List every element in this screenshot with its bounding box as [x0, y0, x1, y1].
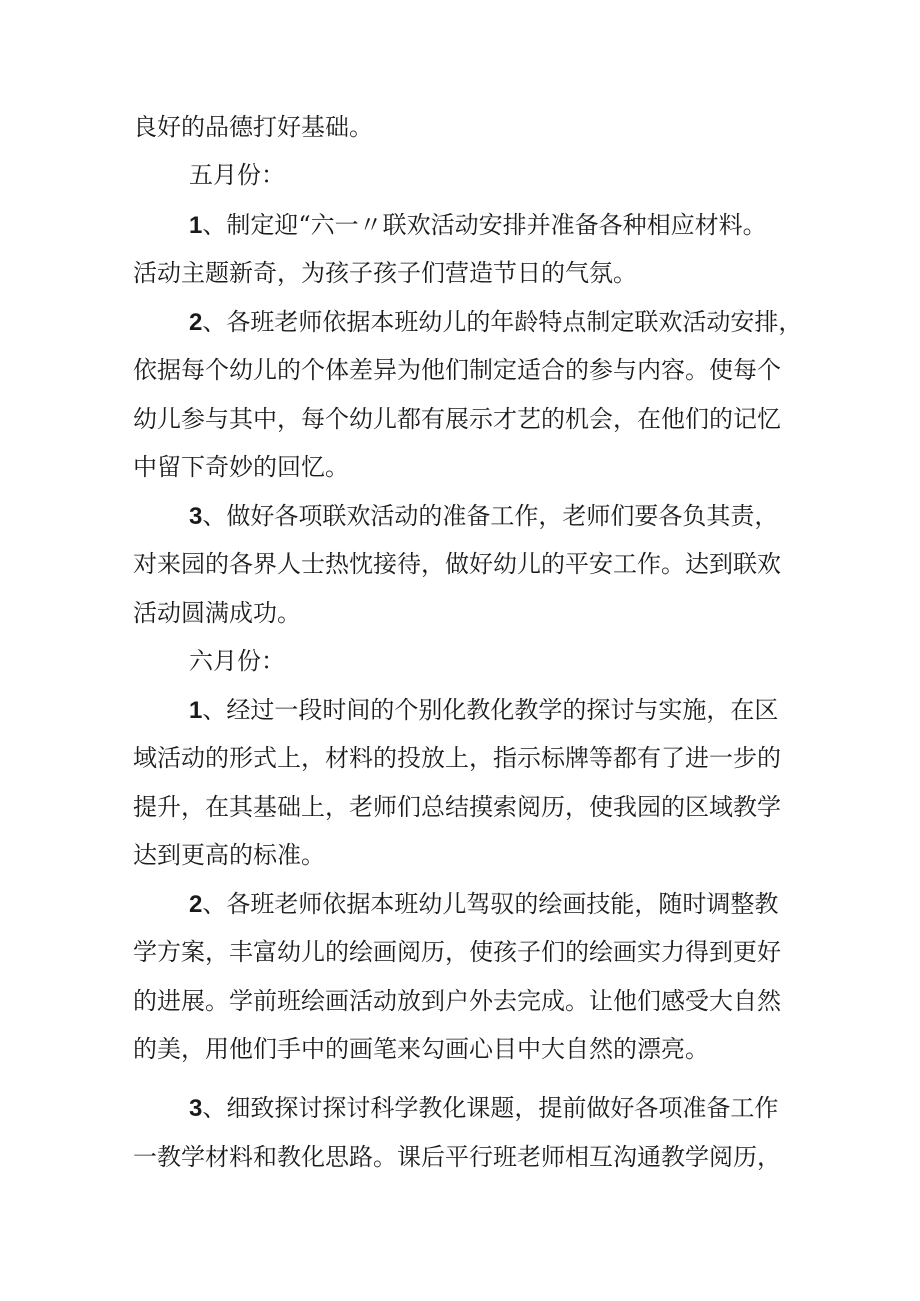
text-line: 学方案，丰富幼儿的绘画阅历，使孩子们的绘画实力得到更好: [133, 938, 781, 966]
text-line: 中留下奇妙的回忆。: [133, 453, 349, 481]
list-item: 3、细致探讨探讨科学教化课题，提前做好各项准备工作: [189, 1094, 779, 1122]
list-item: 2、各班老师依据本班幼儿驾驭的绘画技能，随时调整教: [189, 890, 779, 918]
text-line: 对来园的各界人士热忱接待，做好幼儿的平安工作。达到联欢: [133, 550, 781, 578]
item-number: 2: [189, 891, 203, 918]
text-line: 活动主题新奇，为孩子孩子们营造节日的气氛。: [133, 259, 637, 287]
list-item: 3、做好各项联欢活动的准备工作，老师们要各负其责，: [189, 502, 779, 530]
section-heading-may: 五月份：: [189, 161, 285, 189]
text-line: 提升，在其基础上，老师们总结摸索阅历，使我园的区域教学: [133, 793, 781, 821]
text-line: 良好的品德打好基础。: [133, 113, 373, 141]
list-item: 1、制定迎“六一〃联欢活动安排并准备各种相应材料。: [189, 211, 767, 239]
text-line: 达到更高的标准。: [133, 841, 325, 869]
item-number: 2: [189, 309, 203, 336]
item-number: 3: [189, 1095, 203, 1122]
section-heading-june: 六月份：: [189, 647, 285, 675]
text-line: 活动圆满成功。: [133, 599, 301, 627]
text-line: 的美，用他们手中的画笔来勾画心目中大自然的漂亮。: [133, 1035, 709, 1063]
text-line: 域活动的形式上，材料的投放上，指示标牌等都有了进一步的: [133, 744, 781, 772]
text-line: 幼儿参与其中，每个幼儿都有展示才艺的机会，在他们的记忆: [133, 405, 781, 433]
item-number: 1: [189, 697, 203, 724]
text-line: 的进展。学前班绘画活动放到户外去完成。让他们感受大自然: [133, 987, 781, 1015]
item-number: 3: [189, 503, 203, 530]
text-line: 依据每个幼儿的个体差异为他们制定适合的参与内容。使每个: [133, 356, 781, 384]
item-number: 1: [189, 212, 203, 239]
text-line: 一教学材料和教化思路。课后平行班老师相互沟通教学阅历，: [133, 1143, 781, 1171]
list-item: 2、各班老师依据本班幼儿的年龄特点制定联欢活动安排，: [189, 308, 803, 336]
list-item: 1、经过一段时间的个别化教化教学的探讨与实施，在区: [189, 696, 779, 724]
